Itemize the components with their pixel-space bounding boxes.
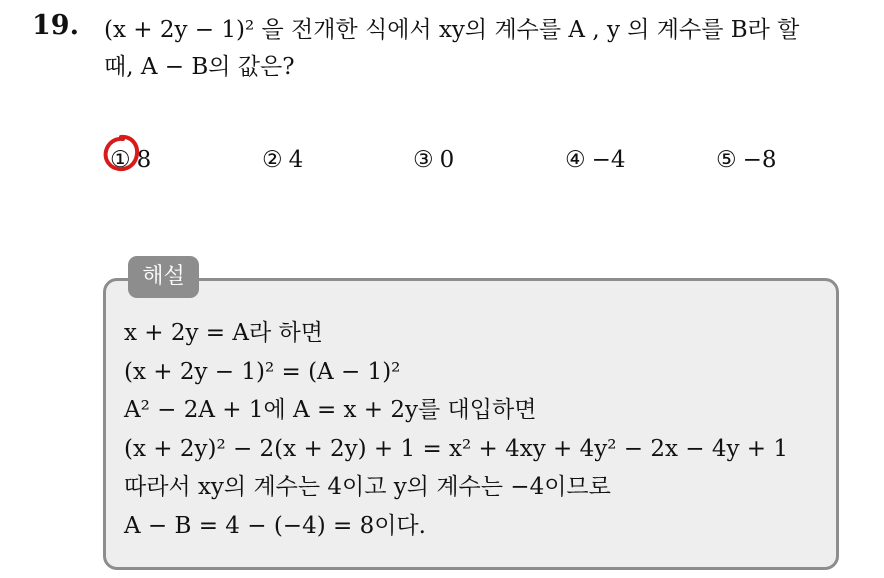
choice-number: ③ [413,147,434,173]
solution-line-4: (x + 2y)² − 2(x + 2y) + 1 = x² + 4xy + 4y² − 2x − 4y + 1 [124,435,789,462]
solution-line-3: A² − 2A + 1에 A = x + 2y를 대입하면 [124,397,537,423]
choice-value: −8 [742,147,777,173]
question-line-2: 때, A − B의 값은? [104,54,295,80]
choice-value: 8 [136,147,152,173]
choice-number: ② [262,147,283,173]
choice-value: 4 [288,147,304,173]
choice-value: 0 [439,147,455,173]
answer-circle-mark-icon [101,133,141,173]
question-text [104,12,874,86]
choice-number: ④ [565,147,586,173]
solution-line-5: 따라서 xy의 계수는 4이고 y의 계수는 −4이므로 [124,474,611,500]
solution-label-tab: 해설 [128,256,199,298]
choice-4[interactable] [565,145,626,175]
choice-3[interactable] [413,145,454,175]
choice-number: ① [110,147,131,173]
choice-value: −4 [591,147,626,173]
choice-number: ⑤ [716,147,737,173]
choice-5[interactable] [716,145,777,175]
solution-text [124,314,788,545]
question-number: 19. [32,10,79,41]
question-line-1: (x + 2y − 1)² 을 전개한 식에서 xy의 계수를 A , y 의 계수를 B라 할 [104,17,800,43]
solution-line-1: x + 2y = A라 하면 [124,320,323,346]
solution-line-6: A − B = 4 − (−4) = 8이다. [124,512,426,539]
solution-line-2: (x + 2y − 1)² = (A − 1)² [124,358,401,385]
choice-2[interactable] [262,145,303,175]
